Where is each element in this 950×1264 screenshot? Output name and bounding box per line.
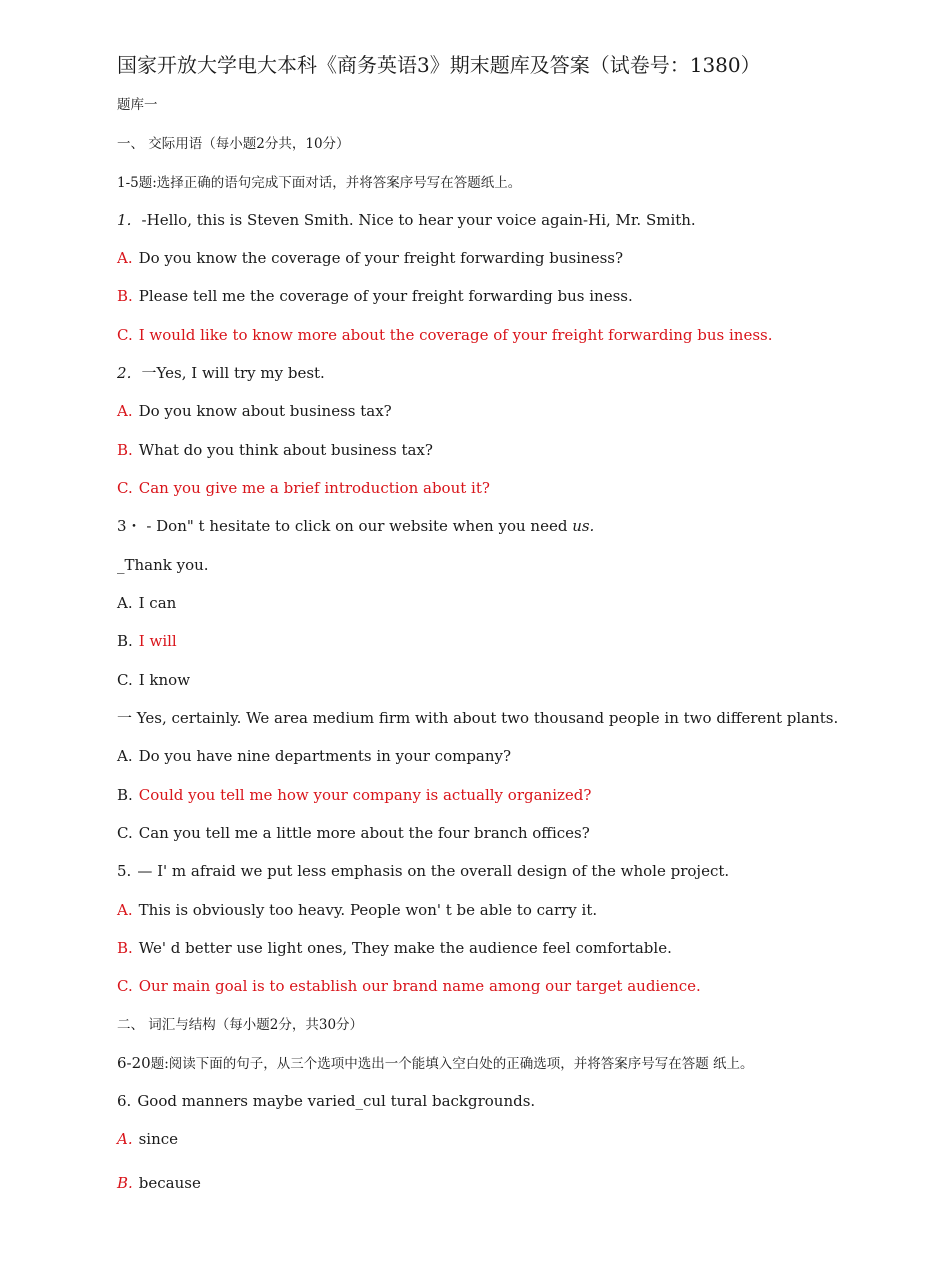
option-text: Our main goal is to establish our brand name among our target audience. bbox=[138, 977, 701, 995]
option-text: I know bbox=[138, 671, 191, 689]
option-label: C. bbox=[117, 977, 133, 995]
option-label: B. bbox=[117, 786, 133, 804]
section-2-heading: 二、 词汇与结构（每小题2分，共30分） bbox=[117, 1017, 364, 1033]
option-text: I will bbox=[138, 632, 177, 650]
option-label: B. bbox=[117, 287, 133, 305]
q5-option-b bbox=[117, 938, 672, 958]
instruction-text: 题:阅读下面的句子，从三个选项中选出一个能填入空白处的正确选项，并将答案序号写在答题 纸上。 bbox=[150, 1056, 754, 1072]
instruction-range: 6-20 bbox=[117, 1054, 151, 1072]
question-text: 一Yes, I will try my best. bbox=[141, 364, 325, 382]
option-label: A. bbox=[117, 594, 133, 612]
option-label: C. bbox=[117, 824, 133, 842]
section-1-heading: 一、 交际用语（每小题2分共，10分） bbox=[117, 136, 350, 152]
question-text: - Don" t hesitate to click on our website when you need bbox=[141, 517, 568, 535]
option-text: because bbox=[138, 1174, 201, 1192]
option-text: I can bbox=[138, 594, 177, 612]
option-text: since bbox=[138, 1130, 179, 1148]
question-number: 6. bbox=[117, 1092, 132, 1110]
option-label: C. bbox=[117, 326, 133, 344]
q1-option-c bbox=[117, 325, 773, 345]
option-text: This is obviously too heavy. People won' t be able to carry it. bbox=[138, 901, 598, 919]
question-text: — I' m afraid we put less emphasis on the overall design of the whole project. bbox=[137, 862, 730, 880]
option-text: Do you have nine departments in your company? bbox=[138, 747, 512, 765]
question-4: 一 Yes, certainly. We area medium firm with about two thousand people in two different plants. bbox=[117, 709, 839, 727]
option-label: C. bbox=[117, 479, 133, 497]
q6-option-a bbox=[117, 1129, 178, 1149]
question-1 bbox=[117, 210, 696, 230]
q5-option-c bbox=[117, 976, 701, 996]
option-text: Do you know the coverage of your freight forwarding business? bbox=[138, 249, 624, 267]
q4-option-c bbox=[117, 823, 590, 843]
option-label: B. bbox=[117, 1174, 133, 1192]
q1-option-a bbox=[117, 248, 623, 268]
option-text: Do you know about business tax? bbox=[138, 402, 392, 420]
option-text: Can you tell me a little more about the four branch offices? bbox=[138, 824, 590, 842]
question-number: 1． bbox=[117, 211, 142, 229]
q3-reply: _Thank you. bbox=[117, 556, 209, 574]
question-bank-label: 题库一 bbox=[117, 97, 158, 113]
section-1-instruction: 1-5题:选择正确的语句完成下面对话，并将答案序号写在答题纸上。 bbox=[117, 175, 522, 191]
question-text: Good manners maybe varied_cul tural backgrounds. bbox=[137, 1092, 536, 1110]
option-text: I would like to know more about the coverage of your freight forwarding bus iness. bbox=[138, 326, 773, 344]
q2-option-c bbox=[117, 478, 490, 498]
option-label: A. bbox=[117, 747, 133, 765]
q4-option-a bbox=[117, 746, 511, 766]
question-number: 3・ bbox=[117, 517, 142, 535]
option-text: Can you give me a brief introduction about it? bbox=[138, 479, 490, 497]
q1-option-b bbox=[117, 286, 633, 306]
question-text: -Hello, this is Steven Smith. Nice to hear your voice again-Hi, Mr. Smith. bbox=[141, 211, 696, 229]
question-number: 5. bbox=[117, 862, 132, 880]
q3-option-a bbox=[117, 593, 176, 613]
q2-option-a bbox=[117, 401, 392, 421]
option-text: Could you tell me how your company is actually organized? bbox=[138, 786, 592, 804]
option-label: A. bbox=[117, 402, 133, 420]
q5-option-a bbox=[117, 900, 597, 920]
option-label: A. bbox=[117, 901, 133, 919]
question-6 bbox=[117, 1091, 535, 1111]
q6-option-b bbox=[117, 1173, 201, 1193]
option-label: C. bbox=[117, 671, 133, 689]
q2-option-b bbox=[117, 440, 433, 460]
question-text-emphasis: us. bbox=[572, 517, 595, 535]
option-label: B. bbox=[117, 632, 133, 650]
option-text: What do you think about business tax? bbox=[138, 441, 433, 459]
option-label: B. bbox=[117, 441, 133, 459]
option-text: We' d better use light ones, They make the audience feel comfortable. bbox=[138, 939, 672, 957]
option-text: Please tell me the coverage of your freight forwarding bus iness. bbox=[138, 287, 633, 305]
q4-option-b bbox=[117, 785, 591, 805]
q3-option-b bbox=[117, 631, 177, 651]
option-label: B. bbox=[117, 939, 133, 957]
question-3 bbox=[117, 516, 594, 536]
question-2 bbox=[117, 363, 325, 383]
section-2-instruction bbox=[117, 1053, 754, 1074]
document-title: 国家开放大学电大本科《商务英语3》期末题库及答案（试卷号：1380） bbox=[117, 53, 761, 77]
option-label: A. bbox=[117, 249, 133, 267]
question-5 bbox=[117, 861, 729, 881]
option-label: A. bbox=[117, 1130, 133, 1148]
q3-option-c bbox=[117, 670, 190, 690]
question-number: 2． bbox=[117, 364, 142, 382]
